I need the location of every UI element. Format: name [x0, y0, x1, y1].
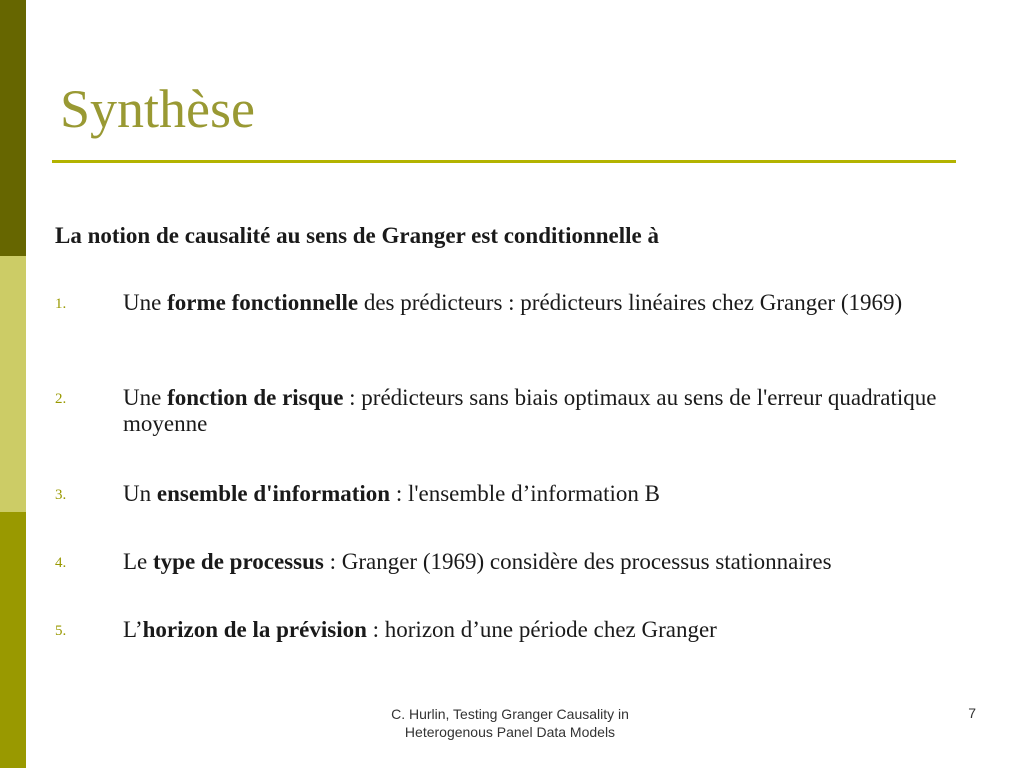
page-number: 7	[968, 705, 976, 721]
item-bold-term: ensemble d'information	[156, 481, 391, 506]
side-bar-olive	[0, 512, 26, 768]
item-prefix: Un	[123, 481, 157, 506]
item-prefix: L’	[123, 617, 143, 642]
list-item-text	[123, 617, 993, 643]
list-item-text	[123, 481, 993, 507]
list-item-text	[123, 290, 993, 316]
item-suffix: des prédicteurs : prédicteurs linéaires chez Granger (1969)	[358, 290, 903, 315]
item-bold-term: forme fonctionnelle	[167, 290, 359, 315]
item-prefix: Une	[123, 385, 168, 410]
item-prefix: Une	[123, 290, 168, 315]
list-item-text	[123, 385, 993, 437]
list-number: 2.	[55, 391, 67, 407]
side-bar-light	[0, 256, 26, 512]
title-underline	[52, 160, 956, 163]
footer-line-2: Heterogenous Panel Data Models	[404, 724, 616, 740]
item-bold-term: horizon de la prévision	[142, 617, 367, 642]
item-bold-term: type de processus	[153, 549, 324, 574]
item-suffix: : l'ensemble d’information B	[390, 481, 660, 506]
item-suffix: : Granger (1969) considère des processus stationnaires	[323, 549, 832, 574]
slide-title: Synthèse	[60, 79, 255, 139]
side-bar-dark	[0, 0, 26, 256]
footer-citation	[360, 705, 660, 741]
list-number: 3.	[55, 487, 67, 503]
intro-text: La notion de causalité au sens de Granger est conditionnelle à	[55, 223, 659, 248]
list-number: 4.	[55, 555, 67, 571]
list-item-text	[123, 549, 993, 575]
item-suffix: : horizon d’une période chez Granger	[366, 617, 717, 642]
list-number: 1.	[55, 296, 67, 312]
item-prefix: Le	[123, 549, 154, 574]
footer-line-1: C. Hurlin, Testing Granger Causality in	[391, 706, 629, 722]
list-number: 5.	[55, 623, 67, 639]
item-bold-term: fonction de risque	[167, 385, 344, 410]
item-suffix: : prédicteurs sans biais optimaux au sens de l'erreur quadratique moyenne	[123, 385, 937, 436]
